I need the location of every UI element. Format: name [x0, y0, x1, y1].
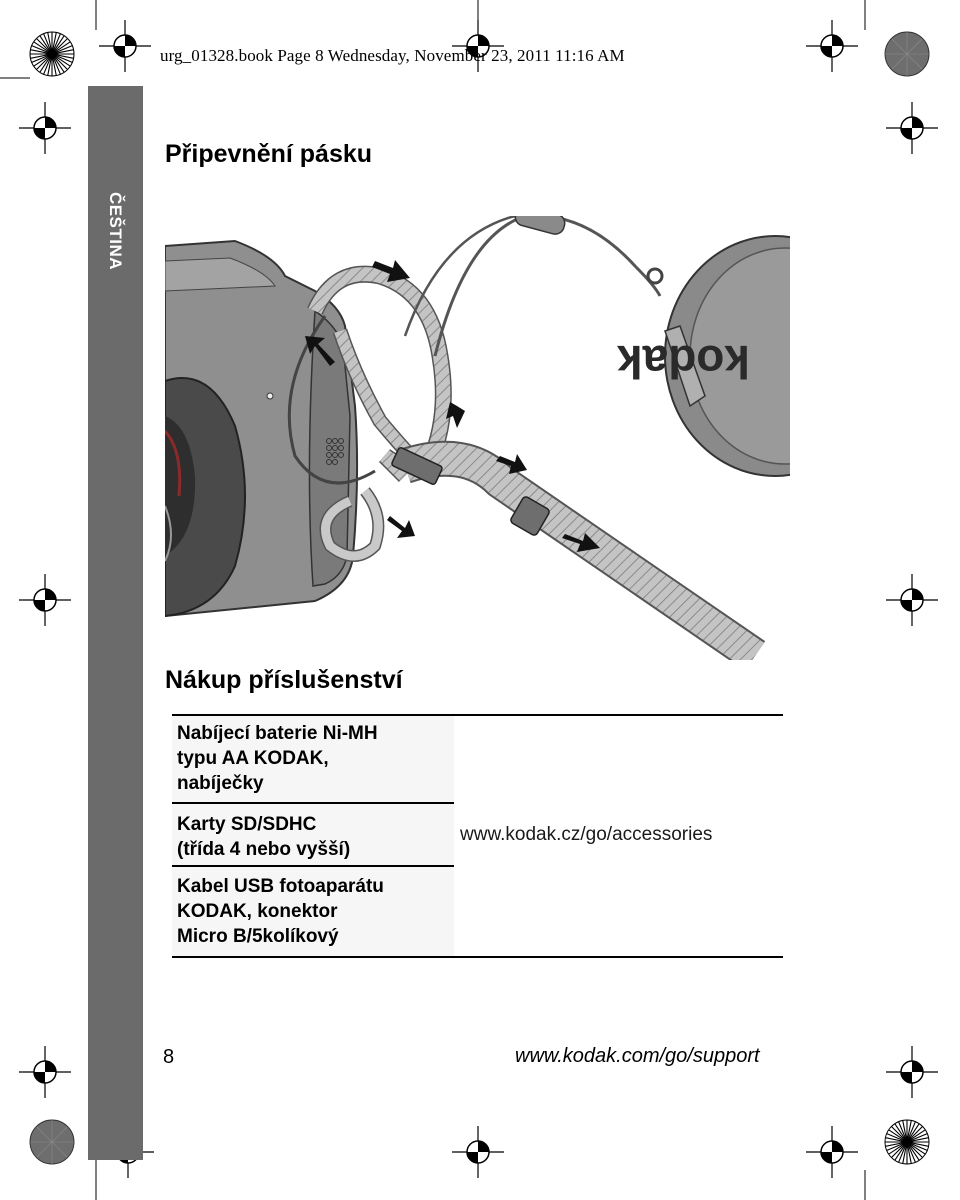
- cap-logo: kodak: [617, 336, 750, 388]
- gray-target-icon: [30, 1120, 74, 1164]
- accessory-sd-cards: Karty SD/SDHC (třída 4 nebo vyšší): [177, 814, 351, 860]
- language-side-tab: [88, 86, 143, 1160]
- table-divider: [172, 956, 783, 958]
- strap-attachment-illustration: [165, 216, 790, 660]
- table-divider: [172, 865, 454, 867]
- star-target-icon: [30, 32, 74, 76]
- print-header: urg_01328.book Page 8 Wednesday, November 23, 2011 11:16 AM: [160, 46, 625, 65]
- gray-target-icon: [885, 32, 929, 76]
- table-divider: [172, 714, 783, 716]
- page-number: 8: [163, 1046, 175, 1068]
- accessories-link[interactable]: www.kodak.cz/go/accessories: [460, 824, 713, 845]
- support-link[interactable]: www.kodak.com/go/support: [515, 1045, 760, 1067]
- accessory-batteries: Nabíjecí baterie Ni-MH typu AA KODAK, nabíječky: [177, 723, 378, 794]
- accessories-table: [172, 714, 783, 958]
- strap: [289, 216, 755, 656]
- table-divider: [172, 802, 454, 804]
- language-label: ČEŠTINA: [106, 191, 125, 271]
- accessories-section-title: Nákup příslušenství: [165, 666, 403, 694]
- strap-section-title: Připevnění pásku: [165, 140, 373, 168]
- star-target-icon: [885, 1120, 929, 1164]
- accessory-usb-cable: Kabel USB fotoaparátu KODAK, konektor Micro B/5kolíkový: [177, 876, 384, 947]
